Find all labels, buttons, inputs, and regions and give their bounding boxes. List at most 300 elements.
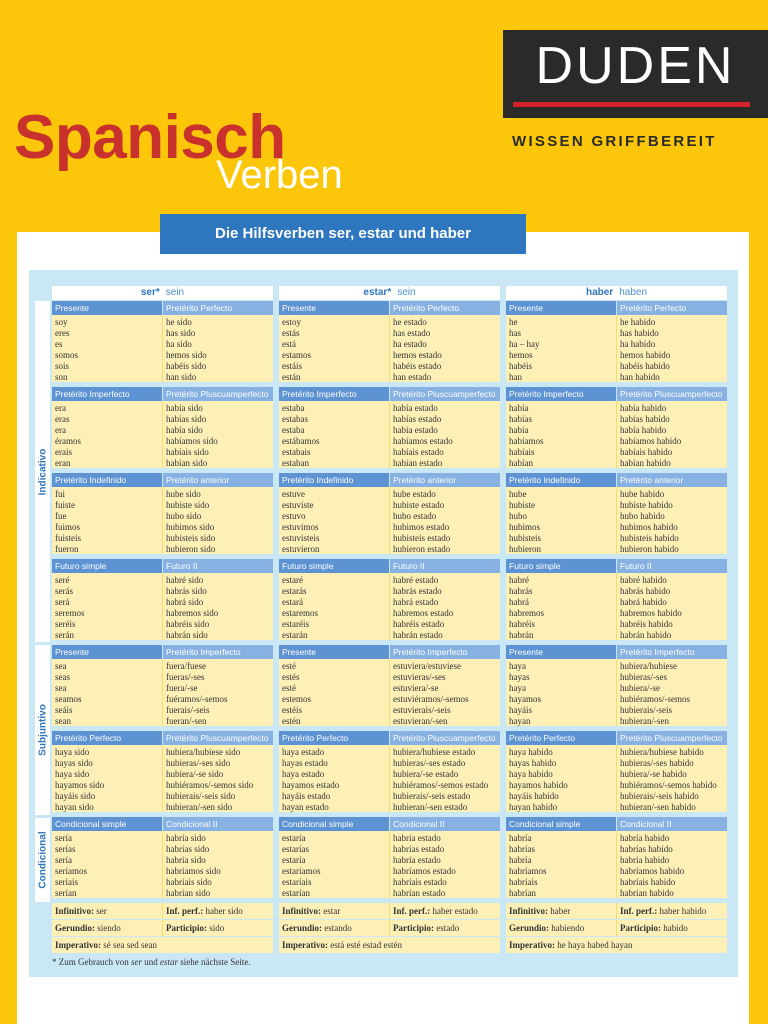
verb-form: estemos [282,693,311,704]
tense-block [52,473,273,554]
verb-form: serían [55,887,77,898]
verb-form: había habido [620,424,667,435]
form-list [389,573,500,640]
gerundio-value: siendo [97,923,121,933]
verb-form: fue [55,510,67,521]
verb-form: hubiste estado [393,499,445,510]
verb-form: habrían sido [166,887,211,898]
form-info-row [506,903,727,919]
tense-block [279,559,500,640]
verb-form: seamos [55,693,82,704]
verb-form: habríamos habido [620,865,685,876]
tense-block [52,301,273,382]
verb-form: fueron [55,543,79,554]
verb-form: hayamos sido [55,779,105,790]
label: Gerundio: [282,923,323,933]
tense-block [279,387,500,468]
verb-form: fui [55,489,65,499]
verb-form: habremos [509,607,544,618]
tense-block [506,559,727,640]
tense-block [279,645,500,726]
verb-form: habías habido [620,413,670,424]
verb-form: has [509,327,521,338]
tense-header: Condicional II [163,817,273,831]
verb-form: sois [55,360,70,371]
verb-form: eran [55,457,71,468]
verb-form: he [509,317,518,327]
tense-block [506,731,727,812]
label: Imperativo: [55,940,101,950]
verb-form: estuviste [282,499,314,510]
verb-form: habíais estado [393,446,444,457]
verb-column [279,286,500,950]
verb-form: hube estado [393,489,436,499]
verb-form: habrá [509,596,529,607]
verb-form: hayan sido [55,801,94,812]
verb-form: hubieran/-sen sido [166,801,233,812]
verb-form: estaríamos [282,865,321,876]
verb-form: seáis [55,704,73,715]
verb-form: habremos sido [166,607,219,618]
form-list [162,315,273,382]
tense-header: Pretérito Indefinido [279,473,389,487]
verb-form: estaréis [282,618,309,629]
verb-form: hemos sido [166,349,207,360]
verb-form: seríamos [55,865,87,876]
form-list [52,487,162,554]
verb-form: hayan [509,715,531,726]
verb-form: estáis [282,360,302,371]
verb-form: estábamos [282,435,320,446]
verb-form: habíamos estado [393,435,453,446]
verb-form: habría habido [620,854,670,865]
form-list [162,401,273,468]
tense-header: Pretérito Perfecto [390,301,500,315]
tense-header: Presente [279,301,389,315]
verb-form: hubiéramos/-semos estado [393,779,489,790]
form-list [162,659,273,726]
inf-perf-value: haber sido [205,906,243,916]
form-list [52,831,162,898]
verb-form: habríais sido [166,876,212,887]
verb-form: habrán sido [166,629,208,640]
tense-header: Pretérito Pluscuamperfecto [390,387,500,401]
verb-form: habréis sido [166,618,210,629]
verb-form: habréis estado [393,618,445,629]
imperativo-value: sé sea sed sean [103,940,157,950]
verb-form: habéis sido [166,360,207,371]
tense-header: Condicional II [390,817,500,831]
form-list [279,315,389,382]
form-list [389,659,500,726]
verb-form: habrá sido [166,596,204,607]
verb-form: habrían [509,887,536,898]
verb-form: habrán [509,629,534,640]
verb-form: seas [55,671,70,682]
form-list [616,831,727,898]
verb-form: estuve [282,489,305,499]
verb-form: hubieron [509,543,541,554]
verb-form: habría estado [393,854,441,865]
tense-header: Pretérito Indefinido [506,473,616,487]
verb-form: estaría [282,833,306,843]
verb-form: eras [55,413,70,424]
verb-form: sea [55,661,67,671]
form-list [279,831,389,898]
tense-header: Presente [506,301,616,315]
tense-header: Condicional II [617,817,727,831]
verb-form: habías estado [393,413,442,424]
verb-form: hayas estado [282,757,328,768]
verb-form: habré estado [393,575,439,585]
verb-form: habría sido [166,833,206,843]
verb-form: esté [282,682,296,693]
gerundio-value: habiendo [551,923,585,933]
verb-form: haya habido [509,747,553,757]
tense-header: Pretérito Pluscuamperfecto [617,731,727,745]
verb-form: hayamos [509,693,541,704]
verb-header [52,286,273,300]
verb-form: habían [509,457,533,468]
verb-form: estuvieran/-sen [393,715,448,726]
verb-form: estuvierais/-seis [393,704,451,715]
form-info-row [52,937,273,953]
verb-form: estaría [282,854,306,865]
verb-form: habría sido [166,854,206,865]
tense-block [279,301,500,382]
verb-form: somos [55,349,79,360]
tense-header: Pretérito Perfecto [52,731,162,745]
verb-form: estuvieron [282,543,320,554]
verb-form: hubiéramos/-semos [620,693,690,704]
verb-form: fuiste [55,499,75,510]
verb-form: hayas sido [55,757,93,768]
imperativo-value: he haya habed hayan [557,940,633,950]
verb-form: había [509,403,529,413]
form-list [506,487,616,554]
verb-form: será [55,596,70,607]
verb-form: ha sido [166,338,192,349]
form-list [52,659,162,726]
tense-header: Futuro II [617,559,727,573]
verb-form: ha estado [393,338,427,349]
verb-form: estaré [282,575,303,585]
verb-form: hube habido [620,489,665,499]
verb-form: eres [55,327,70,338]
verb-form: hubimos sido [166,521,215,532]
footnote: * Zum Gebrauch von ser und estar siehe nächste Seite. [52,957,251,967]
verb-form: hubiste sido [166,499,210,510]
verb-form: estarás [282,585,307,596]
tense-block [279,817,500,898]
verb-form: habéis estado [393,360,442,371]
verb-form: ha habido [620,338,656,349]
verb-form: están [282,371,301,382]
infinitivo-value: haber [550,906,571,916]
label: Participio: [393,923,434,933]
label: Inf. perf.: [393,906,431,916]
verb-form: es [55,338,63,349]
form-list [616,659,727,726]
form-list [616,401,727,468]
tense-header: Pretérito anterior [390,473,500,487]
verb-form: habían estado [393,457,443,468]
form-info-row [506,920,727,936]
verb-form: haya [509,661,526,671]
verb-form: habréis habido [620,618,673,629]
verb-form: habría habido [620,833,670,843]
verb-form: serás [55,585,73,596]
page-title: Spanisch [14,103,286,172]
verb-form: habéis [509,360,532,371]
verb-form: había sido [166,403,203,413]
verb-form: habíamos habido [620,435,682,446]
tense-header: Pretérito Imperfecto [52,387,162,401]
tense-block [52,645,273,726]
form-list [52,315,162,382]
verb-form: hubiera/hubiese [620,661,677,671]
label: Infinitivo: [509,906,549,916]
verb-form: habrás [509,585,533,596]
verb-form: hubieras/-ses [620,671,667,682]
tense-header: Pretérito Pluscuamperfecto [390,731,500,745]
tense-header: Pretérito Imperfecto [617,645,727,659]
tense-header: Futuro simple [279,559,389,573]
verb-name: ser* [140,287,160,298]
verb-form: hubierais/-seis sido [166,790,236,801]
form-info-row [279,903,500,919]
verb-form: haya habido [509,768,553,779]
form-list [162,745,273,812]
form-list [279,487,389,554]
verb-translation: sein [397,287,416,298]
imperativo-value: está esté estad estén [330,940,402,950]
verb-form: serías [55,843,76,854]
verb-name: haber [585,287,614,298]
verb-translation: haben [619,287,648,298]
form-list [616,487,727,554]
tense-header: Pretérito Pluscuamperfecto [163,387,273,401]
verb-form: habían sido [166,457,208,468]
verb-form: habríais habido [620,876,676,887]
side-label-subjuntivo: Subjuntivo [35,645,50,815]
verb-form: hubiera/-se habido [620,768,687,779]
verb-form: habrás habido [620,585,671,596]
form-list [389,745,500,812]
form-list [162,831,273,898]
verb-form: hayáis sido [55,790,96,801]
verb-form: habrían habido [620,887,674,898]
verb-form: habríais [509,876,538,887]
form-info-row [52,903,273,919]
tagline: WISSEN GRIFFBEREIT [512,133,717,150]
verb-form: he estado [393,317,427,327]
verb-form: hemos habido [620,349,671,360]
tense-block [279,473,500,554]
verb-form: seremos [55,607,85,618]
verb-form: fuisteis [55,532,81,543]
verb-form: estaba [282,403,305,413]
verb-form: hubierais/-seis [620,704,672,715]
tense-header: Pretérito Indefinido [52,473,162,487]
form-list [506,573,616,640]
verb-form: habrán estado [393,629,443,640]
verb-form: hayas habido [509,757,557,768]
verb-form: hubieron sido [166,543,216,554]
verb-form: seré [55,575,70,585]
tense-header: Presente [279,645,389,659]
brand-name: DUDEN [535,37,736,95]
verb-form: fuimos [55,521,81,532]
verb-form: hubiste habido [620,499,673,510]
verb-form: hayan habido [509,801,558,812]
verb-form: haya estado [282,768,325,779]
verb-form: habrá estado [393,596,439,607]
verb-form: estoy [282,317,301,327]
verb-form: hubieron habido [620,543,679,554]
verb-form: hube [509,489,527,499]
verb-form: hayáis estado [282,790,331,801]
form-list [52,573,162,640]
label: Imperativo: [282,940,328,950]
form-list [616,573,727,640]
verb-form: habrás estado [393,585,442,596]
verb-form: habrá habido [620,596,667,607]
verb-form: había sido [166,424,203,435]
side-label-condicional: Condicional [35,818,50,902]
form-list [279,573,389,640]
tense-header: Futuro II [163,559,273,573]
verb-form: estás [282,327,300,338]
verb-form: hubimos habido [620,521,678,532]
verb-form: estéis [282,704,302,715]
form-info-row [279,937,500,953]
tense-header: Pretérito Imperfecto [163,645,273,659]
verb-form: hubieras/-ses sido [166,757,231,768]
tense-header: Pretérito Imperfecto [279,387,389,401]
verb-form: hubiste [509,499,535,510]
verb-form: era [55,403,66,413]
verb-form: fuera/-se [166,682,198,693]
participio-value: sido [209,923,225,933]
form-list [389,401,500,468]
verb-form: han habido [620,371,660,382]
verb-form: fueran/-sen [166,715,207,726]
verb-form: hemos estado [393,349,442,360]
verb-form: estuvieras/-ses [393,671,446,682]
verb-form: habré habido [620,575,667,585]
tense-header: Pretérito Imperfecto [390,645,500,659]
verb-form: hubiera/hubiese estado [393,747,476,757]
verb-form: habríamos estado [393,865,456,876]
form-list [506,401,616,468]
verb-form: has sido [166,327,196,338]
verb-form: habríamos sido [166,865,221,876]
verb-header [279,286,500,300]
verb-form: haya sido [55,747,90,757]
verb-form: fuera/fuese [166,661,206,671]
tense-header: Pretérito Perfecto [163,301,273,315]
verb-form: estaremos [282,607,318,618]
tense-header: Futuro simple [52,559,162,573]
verb-form: haya [509,682,526,693]
inf-perf-value: haber habido [659,906,707,916]
tense-header: Pretérito Perfecto [506,731,616,745]
verb-form: estén [282,715,301,726]
tense-header: Pretérito anterior [163,473,273,487]
tense-block [506,645,727,726]
page-subtitle: Verben [216,153,343,197]
verb-form: era [55,424,66,435]
label: Infinitivo: [282,906,322,916]
tense-header: Condicional simple [279,817,389,831]
section-banner: Die Hilfsverben ser, estar und haber [160,214,526,254]
form-list [52,745,162,812]
verb-form: habías sido [166,413,207,424]
verb-form: habría estado [393,833,441,843]
verb-form: habrás sido [166,585,207,596]
tense-header: Presente [52,645,162,659]
verb-form: seríais [55,876,78,887]
infinitivo-value: estar [323,906,341,916]
form-list [389,315,500,382]
verb-form: habíamos sido [166,435,218,446]
form-list [389,487,500,554]
verb-form: hubieran/-sen estado [393,801,468,812]
verb-form: hubo sido [166,510,202,521]
verb-form: hayas [509,671,530,682]
form-list [52,401,162,468]
tense-header: Pretérito Perfecto [279,731,389,745]
verb-form: esté [282,661,296,671]
tense-header: Condicional simple [52,817,162,831]
verb-form: éramos [55,435,81,446]
form-list [279,745,389,812]
verb-form: hubierais/-seis habido [620,790,699,801]
verb-form: habían habido [620,457,671,468]
verb-form: haya estado [282,747,325,757]
label: Infinitivo: [55,906,95,916]
gerundio-value: estando [324,923,352,933]
tense-block [506,387,727,468]
verb-form: estaba [282,424,305,435]
verb-form: ha – hay [509,338,540,349]
verb-form: hubisteis [509,532,542,543]
verb-form: estarían [282,887,310,898]
label: Inf. perf.: [620,906,658,916]
verb-form: fuerais/-seis [166,704,210,715]
verb-form: soy [55,317,68,327]
verb-form: habríais estado [393,876,447,887]
verb-form: hubieron estado [393,543,451,554]
verb-form: sean [55,715,71,726]
tense-header: Pretérito Imperfecto [506,387,616,401]
tense-block [52,387,273,468]
verb-form: he sido [166,317,192,327]
label: Gerundio: [55,923,96,933]
verb-form: hubo habido [620,510,665,521]
verb-translation: sein [165,287,185,298]
verb-form: sería [55,854,72,865]
verb-form: estarán [282,629,308,640]
verb-form: hayáis [509,704,532,715]
verb-form: has habido [620,327,659,338]
form-info-row [279,920,500,936]
verb-form: habíais habido [620,446,673,457]
verb-form: habíais [509,446,535,457]
verb-form: erais [55,446,72,457]
verb-form: hube sido [166,489,201,499]
